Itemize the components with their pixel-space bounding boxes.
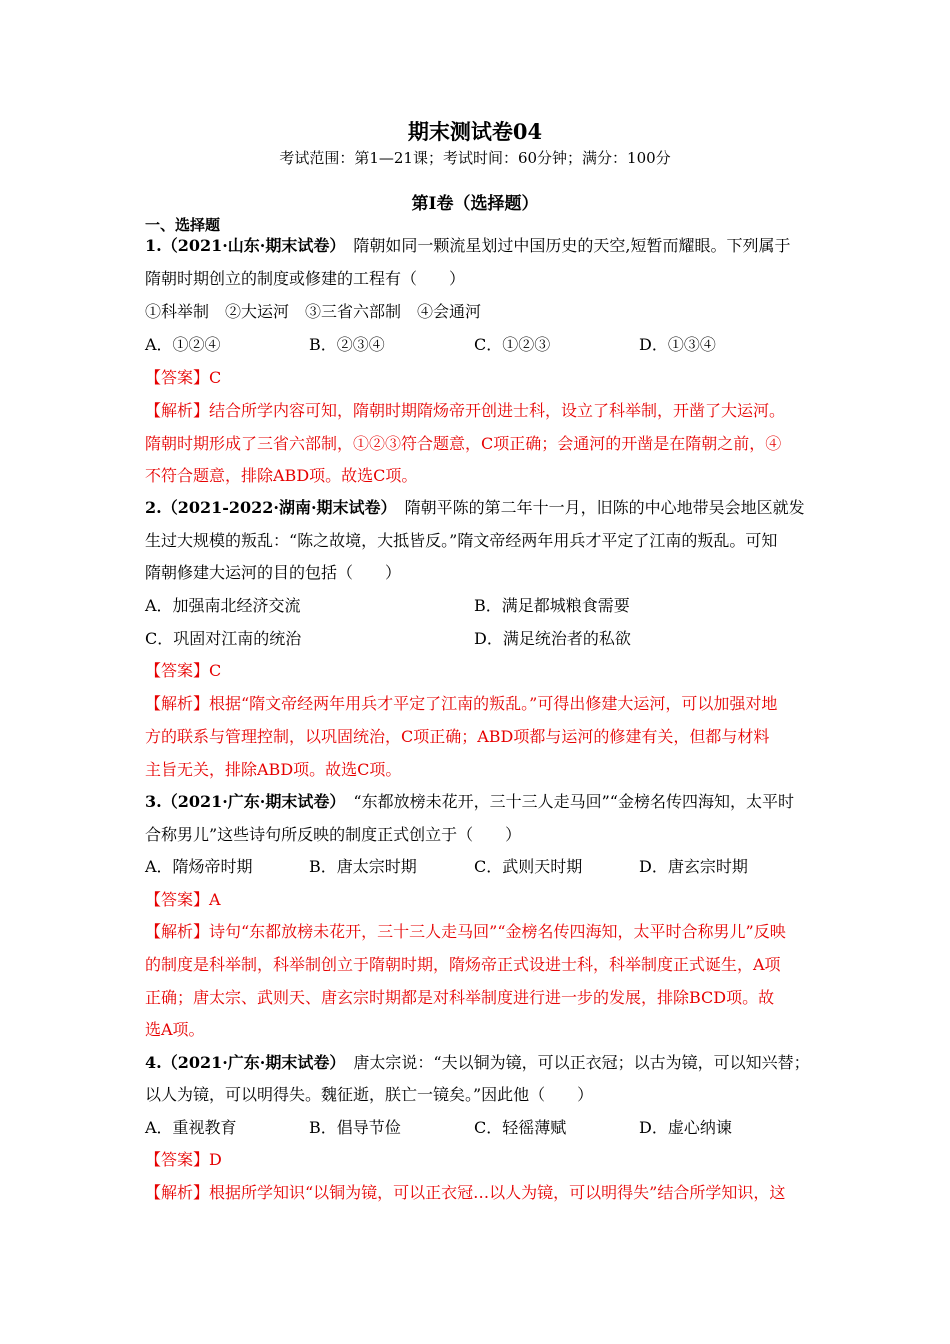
question-stem-line: 隋朝时期创立的制度或修建的工程有（ ） [145,269,466,288]
answer-line: 【答案】C [145,661,222,680]
question-stem-line: 2.（2021-2022·湖南·期末试卷） 隋朝平陈的第二年十一月，旧陈的中心地带吴会地区就发 [145,498,805,517]
question-stem-line: 4.（2021·广东·期末试卷） 唐太宗说：“夫以铜为镜，可以正衣冠；以古为镜，可以知兴替； [145,1053,810,1072]
analysis-line: 主旨无关，排除ABD项。故选C项。 [145,760,402,779]
analysis-line: 【解析】根据所学知识“以铜为镜，可以正衣冠…以人为镜，可以明得失”结合所学知识，这 [145,1183,786,1202]
question-source: （2021·广东·期末试卷） [161,1053,338,1072]
option-a: A．隋炀帝时期 [145,857,253,876]
analysis-line: 隋朝时期形成了三省六部制，①②③符合题意，C项正确；会通河的开凿是在隋朝之前，④ [145,434,782,453]
analysis-line: 【解析】根据“隋文帝经两年用兵才平定了江南的叛乱。”可得出修建大运河，可以加强对地 [145,694,778,713]
answer-line: 【答案】A [145,890,221,909]
analysis-line: 选A项。 [145,1020,205,1039]
exam-info: 考试范围：第1—21课；考试时间：60分钟；满分：100分 [279,149,671,167]
question-source: （2021·广东·期末试卷） [161,792,338,811]
option-d: D．①③④ [639,335,716,354]
question-stem-line: 隋朝修建大运河的目的包括（ ） [145,563,402,582]
answer-line: 【答案】C [145,368,222,387]
analysis-line: 的制度是科举制，科举制创立于隋朝时期，隋炀帝正式设进士科，科举制度正式诞生，A项 [145,955,781,974]
question-stem-line: 以人为镜，可以明得失。魏征逝，朕亡一镜矣。”因此他（ ） [145,1085,594,1104]
option-a: A．加强南北经济交流 [145,596,301,615]
question-number: 4. [145,1053,162,1072]
option-d: D．唐玄宗时期 [639,857,748,876]
question-number: 2. [145,498,162,517]
page-title: 期末测试卷04 [407,119,543,144]
option-c: C．轻徭薄赋 [474,1118,567,1137]
option-b: B．②③④ [309,335,385,354]
question-stem-line: 合称男儿”这些诗句所反映的制度正式创立于（ ） [145,825,522,844]
question-number: 1. [145,236,162,255]
analysis-line: 【解析】诗句“东都放榜未花开，三十三人走马回”“金榜名传四海知，太平时合称男儿”反映 [145,922,786,941]
option-b: B．满足都城粮食需要 [474,596,630,615]
option-b: B．唐太宗时期 [309,857,417,876]
question-source: （2021-2022·湖南·期末试卷） [161,498,389,517]
part-heading: 一、选择题 [145,216,221,234]
question-source: （2021·山东·期末试卷） [161,236,338,255]
analysis-line: 【解析】结合所学内容可知，隋朝时期隋炀帝开创进士科，设立了科举制，开凿了大运河。 [145,401,786,420]
question-stem-line: 1.（2021·山东·期末试卷） 隋朝如同一颗流星划过中国历史的天空,短暂而耀眼。下列属于 [145,236,791,255]
analysis-line: 不符合题意，排除ABD项。故选C项。 [145,466,418,485]
option-d: D．虚心纳谏 [639,1118,732,1137]
option-c: C．武则天时期 [474,857,583,876]
section-heading: 第I卷（选择题） [411,194,539,214]
analysis-line: 正确；唐太宗、武则天、唐玄宗时期都是对科举制度进行进一步的发展，排除BCD项。故 [145,988,775,1007]
option-d: D．满足统治者的私欲 [474,629,631,648]
question-items: ①科举制 ②大运河 ③三省六部制 ④会通河 [145,302,482,321]
option-a: A．重视教育 [145,1118,237,1137]
question-stem-line: 生过大规模的叛乱：“陈之故境，大抵皆反。”隋文帝经两年用兵才平定了江南的叛乱。可知 [145,531,778,550]
question-number: 3. [145,792,162,811]
option-c: C．①②③ [474,335,551,354]
question-stem-line: 3.（2021·广东·期末试卷） “东都放榜未花开，三十三人走马回”“金榜名传四海知，太平时 [145,792,794,811]
answer-line: 【答案】D [145,1150,222,1169]
option-b: B．倡导节俭 [309,1118,401,1137]
analysis-line: 方的联系与管理控制，以巩固统治，C项正确；ABD项都与运河的修建有关，但都与材料 [145,727,770,746]
option-c: C．巩固对江南的统治 [145,629,302,648]
option-a: A．①②④ [145,335,221,354]
